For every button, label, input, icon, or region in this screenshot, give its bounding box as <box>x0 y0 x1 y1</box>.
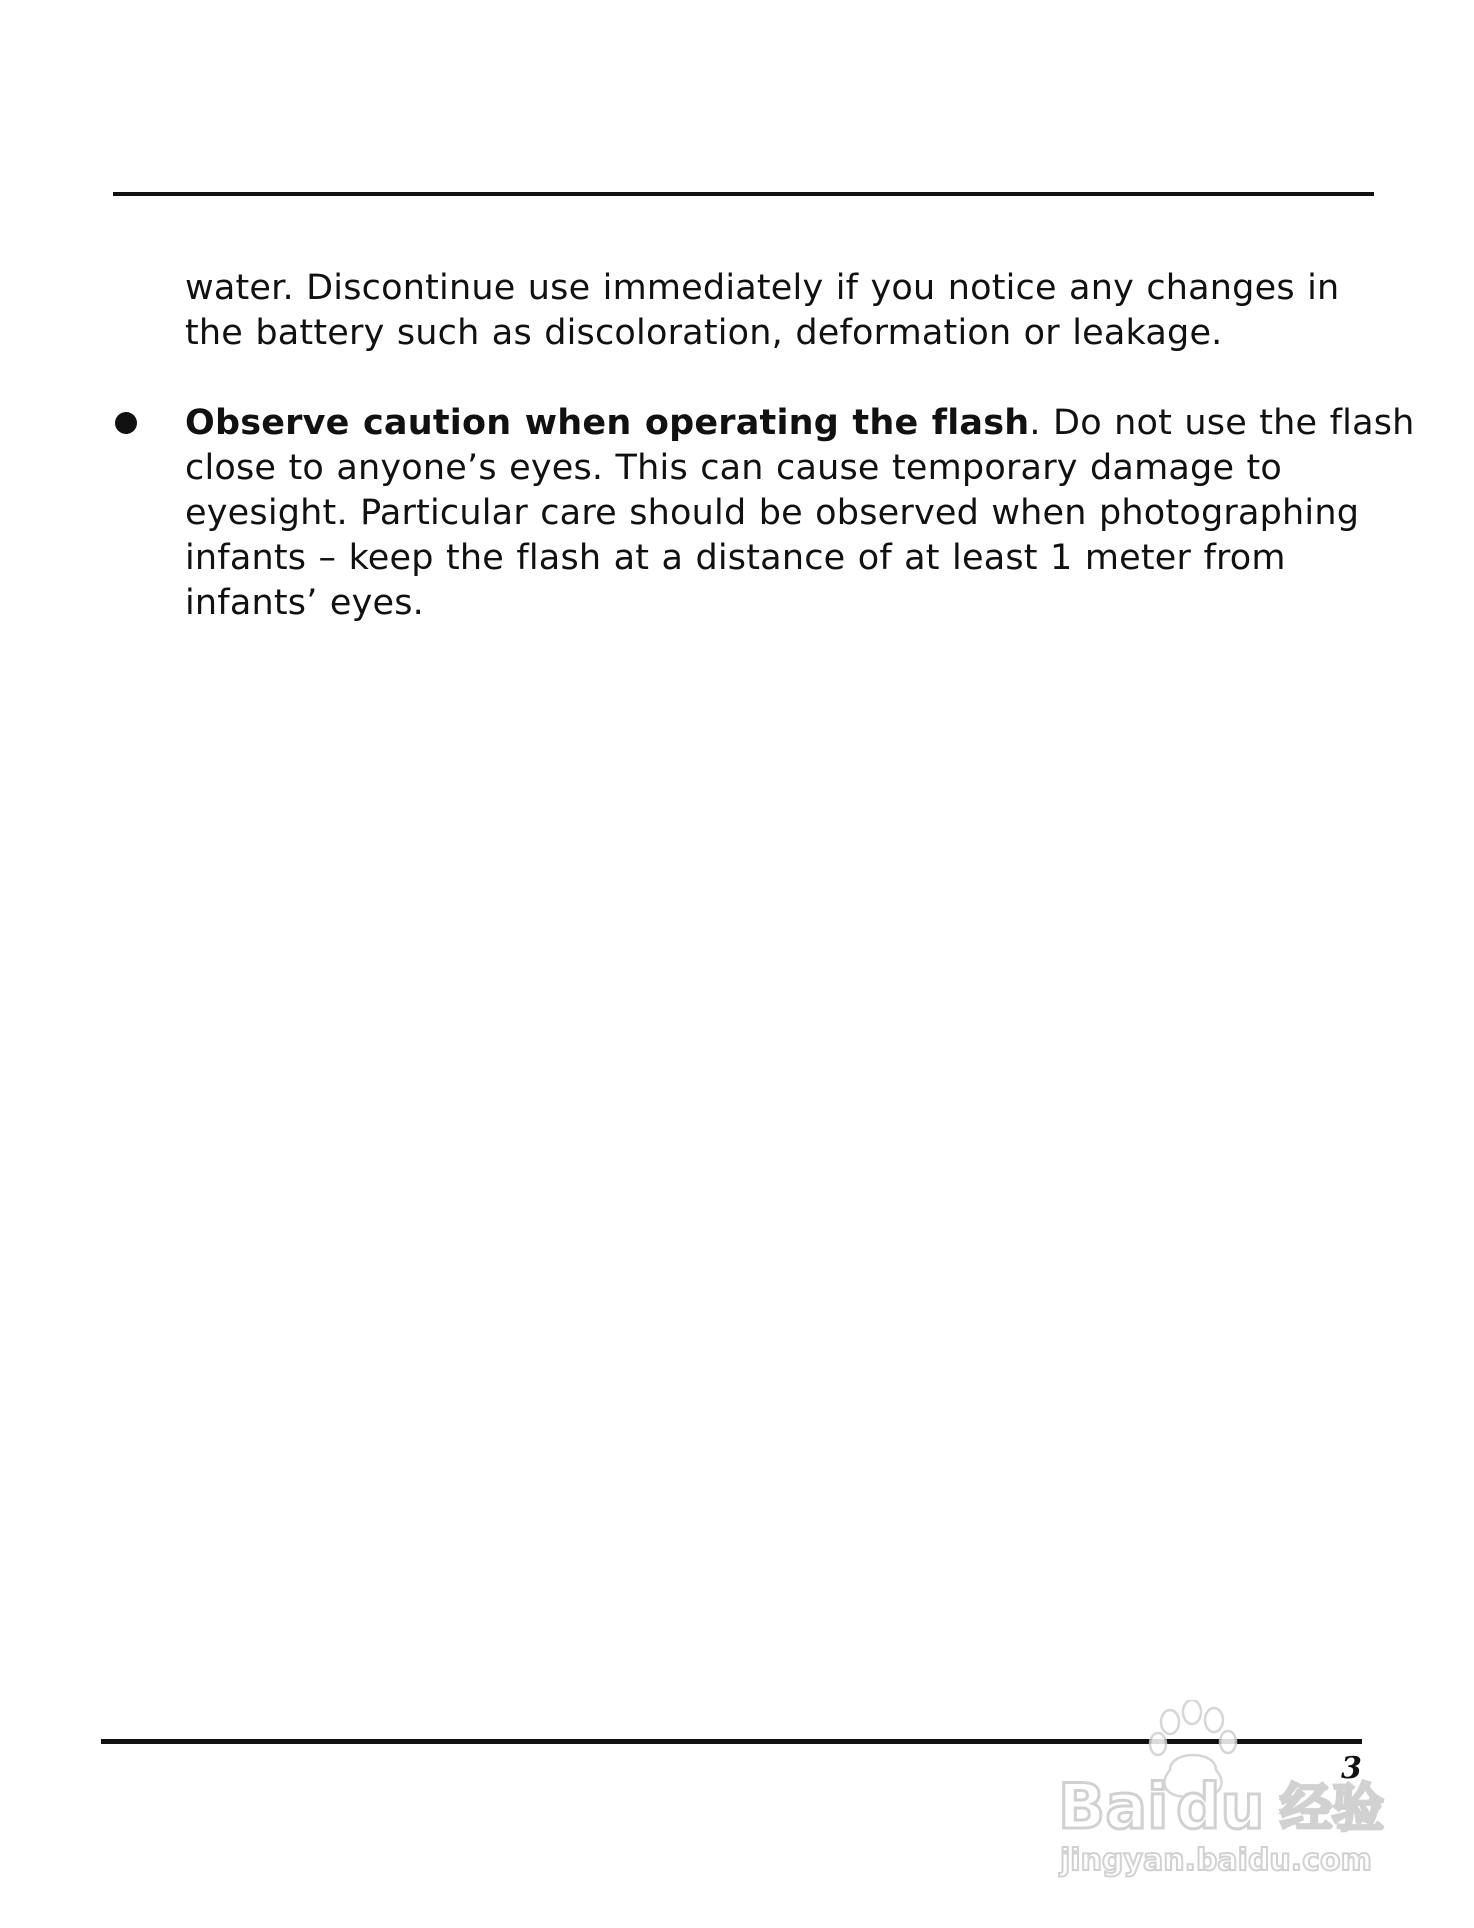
page-number: 3 <box>1341 1751 1362 1786</box>
flash-caution-line-2: close to anyone’s eyes. This can cause temporary damage to <box>185 448 1283 488</box>
flash-caution-line-1 <box>185 401 1415 446</box>
continuation-paragraph <box>185 266 1365 356</box>
header-rule <box>113 192 1374 196</box>
bullet-icon <box>115 412 137 434</box>
flash-caution-line-5: infants’ eyes. <box>185 583 425 623</box>
flash-caution-heading: Observe caution when operating the flash <box>185 403 1030 443</box>
svg-text:Bai: Bai <box>1058 1770 1169 1843</box>
flash-caution-line-4: infants – keep the flash at a distance of at least 1 meter from <box>185 538 1286 578</box>
continuation-line-1: water. Discontinue use immediately if you notice any changes in <box>185 268 1340 308</box>
svg-text:du: du <box>1176 1770 1265 1843</box>
svg-text:经验: 经验 <box>1280 1779 1385 1839</box>
svg-text:jingyan.baidu.com: jingyan.baidu.com <box>1060 1843 1372 1878</box>
flash-caution-line-3: eyesight. Particular care should be observed when photographing <box>185 493 1360 533</box>
flash-caution-line-1-rest: . Do not use the flash <box>1029 403 1415 443</box>
flash-caution-paragraph <box>185 401 1415 626</box>
baidu-watermark-logo <box>1040 1700 1440 1880</box>
continuation-line-2: the battery such as discoloration, deformation or leakage. <box>185 313 1223 353</box>
